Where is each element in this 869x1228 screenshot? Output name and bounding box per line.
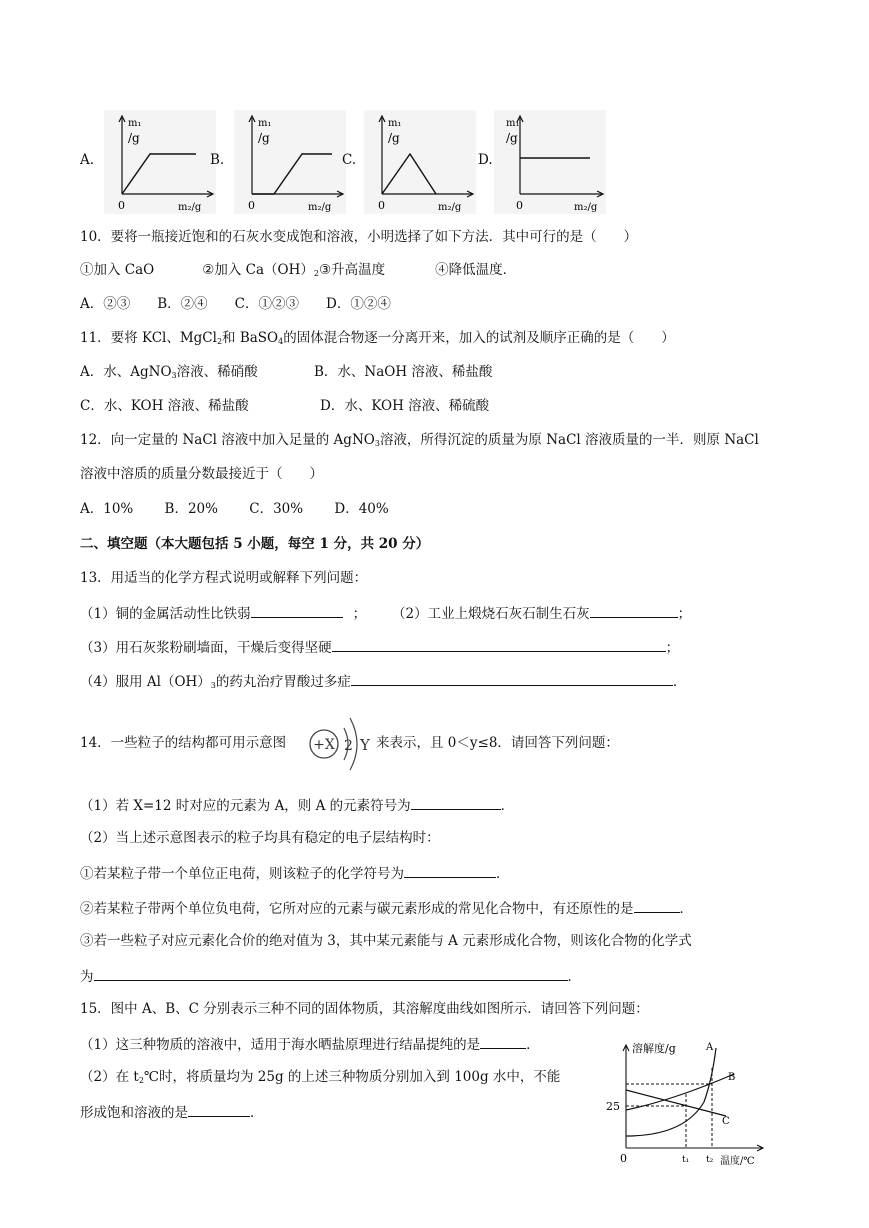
q9-c-origin: 0 (378, 199, 385, 212)
chart-ylabel: 溶解度/g (632, 1042, 676, 1055)
q9-d-xlabel: m₂/g (574, 202, 598, 213)
q10-methods: ①加入 CaO ②加入 $Ca(OH)_2③$升高温度 ④降低温度． (80, 262, 517, 278)
q9-d-origin: 0 (516, 199, 523, 212)
q15-p1-blank[interactable] (480, 1034, 526, 1049)
q9-option-d-label: D. (478, 152, 493, 168)
q14-part2: （2）当上述示意图表示的粒子均具有稳定的电子层结构时： (80, 830, 440, 846)
q11-choice-c: C．水、KOH 溶液、稀盐酸 (80, 398, 249, 414)
q13-p4-post: 的药丸治疗胃酸过多症 (215, 674, 351, 690)
curve-c (626, 1090, 726, 1116)
q15-p1-text: （1）这三种物质的溶液中，适用于海水晒盐原理进行结晶提纯的是 (80, 1037, 481, 1053)
q10-method-2: ②加入 Ca（OH） (202, 262, 314, 278)
q11-a-post: 溶液、稀硝酸 (176, 364, 258, 380)
q9-graph-d (494, 110, 606, 214)
q9-graph-b (234, 110, 346, 214)
q13-p1-blank[interactable] (251, 603, 343, 618)
q15-part2: （2）在 $t_2℃$时，将质量均为 25g 的上述三种物质分别加入到 100g 水中，不能 (80, 1069, 561, 1085)
q9-c-ylabel: m₁ (388, 118, 402, 129)
q10-method-1: ①加入 CaO (80, 262, 155, 278)
q9-d-yunit: /g (506, 131, 518, 145)
q14-part1 (80, 795, 514, 815)
chart-origin: 0 (620, 1152, 627, 1165)
chart-x-tick-t1: t₁ (682, 1155, 690, 1165)
q13-part4: （4）服用 $Al(OH)_3$的药丸治疗胃酸过多症 ． (80, 671, 686, 695)
q14-p1-text: （1）若 X=12 时对应的元素为 A，则 A 的元素符号为 (80, 798, 411, 814)
chart-x-tick-t2: t₂ (706, 1155, 714, 1165)
q14-s1-text: ①若某粒子带一个单位正电荷，则该粒子的化学符号为 (80, 866, 404, 882)
q13-p3-end: ； (665, 640, 680, 656)
q14-stem-post: 来表示，且 0＜y≤8．请回答下列问题： (376, 735, 619, 751)
q11-stem: 11．要将 KCl、MgCl$_2$和 BaSO$_4$的固体混合物逐一分离开来，加入的试剂及顺序正确的是（ ） (80, 330, 675, 346)
q14-s2-end: ． (679, 901, 693, 917)
q14-s3-blank[interactable] (94, 966, 568, 981)
q13-p4-end: ． (672, 674, 687, 690)
q13-part1 (80, 603, 366, 623)
q13-p2-end: ； (677, 606, 692, 622)
q13-p2-text: （2）工业上煅烧石灰石制生石灰 (392, 606, 590, 622)
q12-line2: 溶液中溶质的质量分数最接近于（ ） (80, 466, 323, 482)
q13-p1-sep: ； (352, 606, 367, 622)
q13-p3-text: （3）用石灰浆粉刷墙面，干燥后变得坚硬 (80, 640, 332, 656)
q14-sub1 (80, 863, 510, 883)
q12-line1: 12．向一定量的 NaCl 溶液中加入足量的 AgNO$_3$溶液，所得沉淀的质量为原 NaCl 溶液质量的一半．则原 NaCl (80, 432, 759, 448)
q9-b-xlabel: m₂/g (308, 202, 332, 213)
q14-sub2 (80, 898, 693, 918)
q9-b-ylabel: m₁ (258, 118, 272, 129)
q15-part2-line2 (80, 1102, 264, 1122)
series-label-c: C (722, 1116, 730, 1127)
atom-shell1-label: 2 (344, 738, 353, 754)
q9-d-ylabel: m₁ (506, 118, 520, 129)
q11-choice-b: B．水、NaOH 溶液、稀盐酸 (314, 364, 493, 380)
q9-c-xlabel: m₂/g (438, 202, 462, 213)
q14-s2-text: ②若某粒子带两个单位负电荷，它所对应的元素与碳元素形成的常见化合物中，有还原性的是 (80, 901, 634, 917)
q9-a-origin: 0 (118, 199, 125, 212)
q10-method-4: ④降低温度． (435, 262, 517, 278)
q15-p2-line2-text: 形成饱和溶液的是 (80, 1105, 188, 1121)
q11-a-pre: A．水、AgNO (80, 364, 172, 380)
q9-option-a-label: A. (80, 152, 95, 168)
atom-structure-diagram (302, 706, 378, 782)
q15-p2-pre: （2）在 t (80, 1069, 139, 1085)
q13-p1-text: （1）铜的金属活动性比铁弱 (80, 606, 251, 622)
series-label-a: A (706, 1042, 714, 1053)
q13-p3-blank[interactable] (332, 637, 666, 652)
q15-part1 (80, 1034, 540, 1054)
q9-a-ylabel: m₁ (128, 118, 142, 129)
atom-nucleus-label: +X (313, 737, 335, 753)
q14-p1-end: ． (500, 798, 515, 814)
q15-stem: 15．图中 A、B、C 分别表示三种不同的固体物质，其溶解度曲线如图所示．请回答下列问题： (80, 1001, 649, 1017)
q13-p2-blank[interactable] (590, 603, 678, 618)
q9-graph-c (364, 110, 476, 214)
q10-method-3: ③升高温度 (318, 262, 386, 278)
q11-stem-part2: 和 BaSO (222, 330, 279, 346)
q11-stem-part3: 的固体混合物逐一分离开来，加入的试剂及顺序正确的是（ ） (283, 330, 675, 346)
q12-line1-post: 溶液，所得沉淀的质量为原 NaCl 溶液质量的一半．则原 NaCl (379, 432, 759, 448)
q13-part2 (392, 603, 691, 623)
q9-b-yunit: /g (258, 131, 270, 145)
q9-option-c-label: C. (342, 152, 357, 168)
q11-choice-a: A．水、AgNO$_3$溶液、稀硝酸 (80, 364, 258, 380)
q9-a-yunit: /g (128, 131, 140, 145)
solubility-chart (604, 1040, 766, 1168)
q13-p4-blank[interactable] (351, 671, 673, 686)
q15-p2-end: ． (250, 1105, 264, 1121)
q14-sub3-line2 (80, 966, 581, 986)
q12-line1-pre: 12．向一定量的 NaCl 溶液中加入足量的 AgNO (80, 432, 375, 448)
q13-p4-pre: （4）服用 Al（OH） (80, 674, 211, 690)
q14-s1-end: ． (496, 866, 510, 882)
curve-a (626, 1048, 716, 1136)
q13-stem: 13．用适当的化学方程式说明或解释下列问题： (80, 570, 368, 586)
q14-s3b-text: 为 (80, 969, 94, 985)
q15-p1-end: ． (526, 1037, 540, 1053)
q14-s3b-end: ． (567, 969, 581, 985)
q14-p1-blank[interactable] (411, 795, 501, 810)
q11-choice-d: D．水、KOH 溶液、稀硫酸 (320, 398, 490, 414)
section-2-heading: 二、填空题（本大题包括 5 小题，每空 1 分，共 20 分） (80, 536, 430, 552)
q14-sub3: ③若一些粒子对应元素化合价的绝对值为 3，其中某元素能与 A 元素形成化合物，则该化合物的化学式 (80, 933, 692, 949)
q10-stem: 10．要将一瓶接近饱和的石灰水变成饱和溶液，小明选择了如下方法．其中可行的是（ ） (80, 229, 638, 245)
q12-choices: A．10% B．20% C．30% D．40% (80, 501, 389, 517)
q15-p2-blank[interactable] (188, 1102, 250, 1117)
q11-stem-part1: 11．要将 KCl、MgCl (80, 330, 217, 346)
q14-s2-blank[interactable] (634, 898, 680, 913)
q9-b-origin: 0 (248, 199, 255, 212)
atom-shell2-label: Y (360, 736, 370, 754)
q9-c-yunit: /g (388, 131, 400, 145)
q14-s1-blank[interactable] (404, 863, 496, 878)
q9-option-b-label: B. (210, 152, 225, 168)
q15-p2-post: ℃时，将质量均为 25g 的上述三种物质分别加入到 100g 水中，不能 (143, 1069, 561, 1085)
q9-graph-a (104, 110, 216, 214)
q13-part3 (80, 637, 679, 657)
chart-y-tick-25: 25 (606, 1100, 620, 1113)
q10-choices: A．②③ B．②④ C．①②③ D．①②④ (80, 296, 391, 312)
q9-a-xlabel: m₂/g (178, 202, 202, 213)
chart-xlabel: 温度/℃ (720, 1156, 755, 1167)
series-label-b: B (728, 1072, 736, 1083)
q14-stem-pre: 14．一些粒子的结构都可用示意图 (80, 735, 287, 751)
